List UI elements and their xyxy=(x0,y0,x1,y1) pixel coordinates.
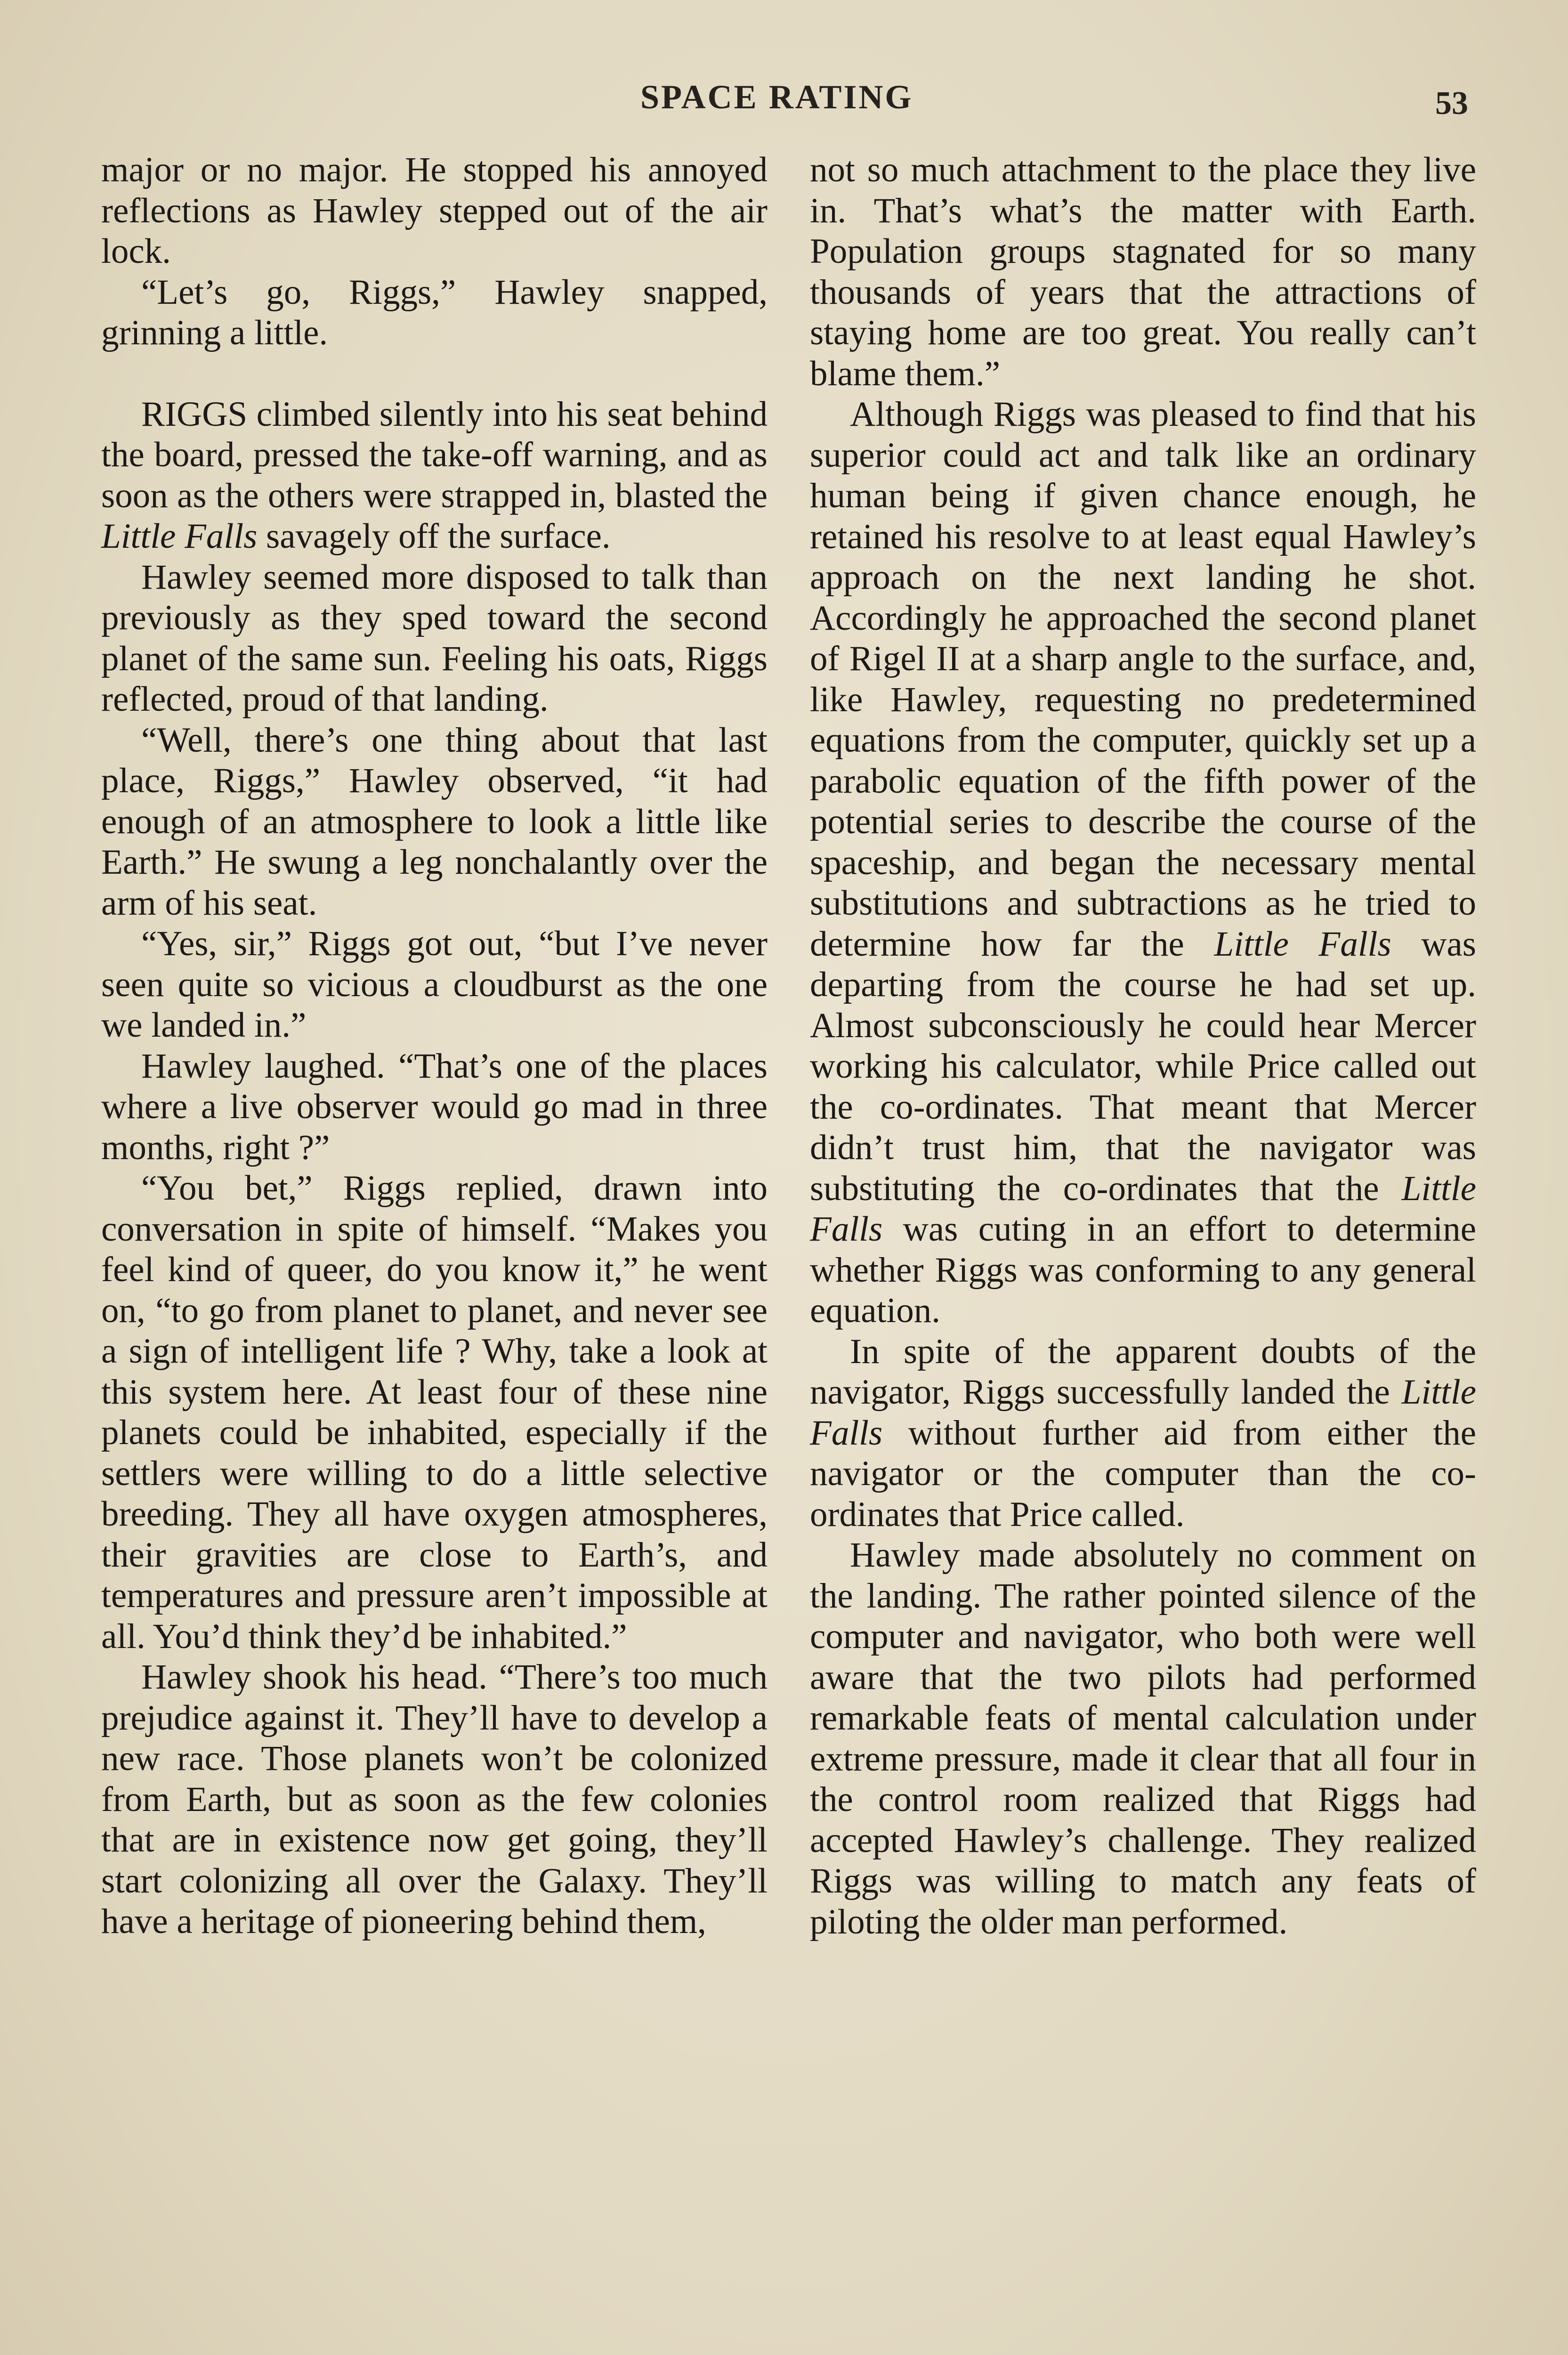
paragraph: “Let’s go, Riggs,” Hawley snapped, grinning a little. xyxy=(101,272,768,352)
paragraph-text: climbed silently into his seat behind the board, pressed the take-off warning, and as soon as the others were strapped in, blasted the xyxy=(101,394,768,515)
running-title: SPACE RATING xyxy=(640,78,913,116)
paragraph: Hawley laughed. “That’s one of the places where a live observer would go mad in three months, right ?” xyxy=(101,1046,768,1167)
paragraph: Hawley seemed more disposed to talk than previously as they sped toward the second planet of the same sun. Feeling his oats, Riggs reflected, proud of that landing. xyxy=(101,557,768,719)
paragraph: Hawley shook his head. “There’s too much prejudice against it. They’ll have to develop a new race. Those planets won’t be colonized from Earth, but as soon as the few colonies that are in existence now get going, they’ll start colonizing all over the Galaxy. They’ll have a heritage of pioneering behind them, xyxy=(101,1657,768,1941)
paragraph-text: Although Riggs was pleased to find that his superior could act and talk like an ordinary human being if given chance enough, he retained his resolve to at least equal Hawley’s approach on the next landing he shot. Accordingly he approached the second planet of Rigel II at a sharp angle to the surface, and, like Hawley, requesting no predetermined equations from the computer, quickly set up a parabolic equation of the fifth power of the potential series to describe the course of the spaceship, and began the necessary mental substitutions and subtractions as he tried to determine how far the xyxy=(810,395,1476,964)
paragraph-text: In spite of the apparent doubts of the navigator, Riggs successfully landed the xyxy=(810,1332,1476,1412)
ship-name: Little Falls xyxy=(810,1372,1476,1453)
section-lead-word: RIGGS xyxy=(141,394,248,434)
paragraph-text: was departing from the course he had set up. Almost subconsciously he could hear Mercer working his calculator, while Price called out the co-ordinates. That meant that Mercer didn’t trust him, that the navigator was substituting the co-ordinates that the xyxy=(810,924,1476,1208)
paragraph: “You bet,” Riggs replied, drawn into conversation in spite of himself. “Makes you feel kind of queer, do you know it,” he went on, “to go from planet to planet, and never see a sign of intelligent life ? Why, take a look at this system here. At least four of these nine planets could be inhabited, especially if the settlers were willing to do a little selective breeding. They all have oxygen atmospheres, their gravities are close to Earth’s, and temperatures and pressure aren’t impossible at all. You’d think they’d be inhabited.” xyxy=(101,1169,768,1656)
paragraph: major or no major. He stopped his annoyed reflections as Hawley stepped out of the air lock. xyxy=(101,150,768,271)
paragraph: Hawley made absolutely no comment on the landing. The rather pointed silence of the computer and navigator, who both were well aware that the two pilots had performed remarkable feats of mental calculation under extreme pressure, made it clear that all four in the control room realized that Riggs had accepted Hawley’s challenge. They realized Riggs was willing to match any feats of piloting the older man performed. xyxy=(810,1535,1476,1941)
text-column-left xyxy=(101,150,768,1942)
ship-name: Little Falls xyxy=(1214,924,1391,964)
paragraph xyxy=(810,1332,1476,1535)
paragraph: “Well, there’s one thing about that last place, Riggs,” Hawley observed, “it had enough of an atmosphere to look a little like Earth.” He swung a leg nonchalantly over the arm of his seat. xyxy=(101,720,768,923)
paragraph-text: savagely off the surface. xyxy=(257,517,611,556)
paragraph-text: was cuting in an effort to determine whether Riggs was conforming to any general equation. xyxy=(810,1210,1476,1330)
page-number: 53 xyxy=(1435,85,1468,122)
text-column-right xyxy=(810,150,1476,1942)
ship-name: Little Falls xyxy=(810,1169,1476,1249)
paragraph: “Yes, sir,” Riggs got out, “but I’ve never seen quite so vicious a cloudburst as the one we landed in.” xyxy=(101,924,768,1045)
section-start-paragraph xyxy=(101,394,768,557)
site-watermark xyxy=(1154,2346,1549,2355)
ship-name: Little Falls xyxy=(101,517,258,556)
paragraph-text: without further aid from either the navigator or the computer than the co-ordinates that Price called. xyxy=(810,1413,1476,1534)
paragraph xyxy=(810,394,1476,1332)
paragraph: not so much attachment to the place they live in. That’s what’s the matter with Earth. Population groups stagnated for so many thousands of years that the attractions of staying home are too great. You really can’t blame them.” xyxy=(810,150,1476,393)
